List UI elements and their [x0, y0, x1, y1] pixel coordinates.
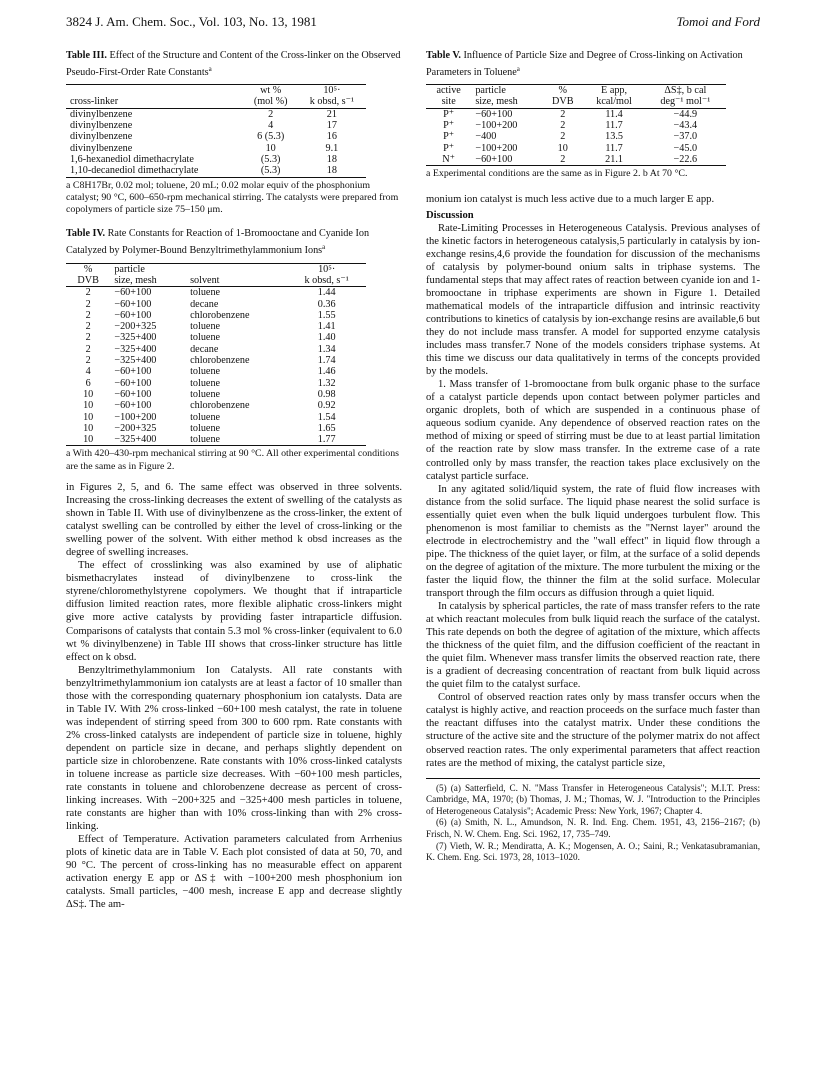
table-cell: −60+100: [471, 154, 542, 166]
table-cell: 10: [66, 434, 110, 446]
table-row: [66, 154, 366, 165]
table-row: [66, 321, 366, 332]
table-cell: 11.7: [605, 142, 623, 154]
table-3-label: Table III.: [66, 50, 107, 61]
table-cell: chlorobenzene: [190, 309, 250, 321]
table-row: [66, 434, 366, 446]
table-cell: −60+100: [114, 366, 152, 378]
table-3-footnote: a C8H17Br, 0.02 mol; toluene, 20 mL; 0.02 molar equiv of the phosphonium catalyst; 90 °C, 600–650-rpm mechanical stirring. The catalysts were prepared from copolymers of particle size 75–150 μm.: [66, 179, 399, 216]
table-cell: 2: [85, 309, 91, 321]
table-row: [66, 332, 366, 343]
table-cell: 1.34: [317, 343, 336, 355]
table-cell: −37.0: [673, 131, 698, 143]
table-5-title: Influence of Particle Size and Degree of Cross-linking on Activation Parameters in Toluene: [426, 50, 743, 78]
table-5-note-mark: a: [516, 64, 520, 73]
table-cell: 2: [560, 120, 566, 132]
table-row: [66, 366, 366, 377]
reference-7: (7) Vieth, W. R.; Mendiratta, A. K.; Mogensen, A. O.; Saini, R.; Venkatasubramanian, K. Chem. Eng. Sci. 1973, 28, 1013–1020.: [426, 840, 760, 863]
table-cell: 6 (5.3): [257, 131, 285, 143]
table-row: [66, 143, 366, 154]
table-row: [66, 389, 366, 400]
t5-header-2: % DVB: [552, 85, 574, 108]
table-cell: chlorobenzene: [190, 400, 250, 412]
left-body-text: [66, 481, 402, 912]
table-row: [66, 400, 366, 411]
table-cell: toluene: [190, 321, 221, 333]
table-cell: −400: [475, 131, 497, 143]
right-paragraph-1: Rate-Limiting Processes in Heterogeneous Catalysis. Previous analyses of the kinetic factors in heterogeneous catalysis,5 particularly in catalysis by ion-exchange resins,4,6 provide the foundation for discussion of the mechanisms of catalysis by polymer-bound onium salts in triphase systems. The fundamental steps that may affect rates of reaction between cyanide ion and 1-bromooctane in triphase experiments are shown in Figure 1. Detailed mathematical models of the intraparticle diffusion and intrinsic reactivity contributions to kinetics of catalysis by ion-exchange resins are available,6 but they do not include mass transfer. A model for supported enzyme catalysis includes mass transfer.7 None of the models considers triphase systems. At this time we discuss our data qualitatively in terms of the concepts provided by the models.: [426, 222, 760, 378]
table-cell: −325+400: [114, 332, 157, 344]
table-cell: P⁺: [443, 120, 455, 132]
table-cell: 2: [85, 321, 91, 333]
table-4-footnote: a With 420–430-rpm mechanical stirring at 90 °C. All other experimental conditions are the same as in Figure 2.: [66, 448, 400, 472]
table-cell: 21.1: [583, 154, 644, 166]
references: [426, 778, 760, 864]
t5-header-0: active site: [436, 85, 461, 108]
t5-header-3: E app, kcal/mol: [596, 85, 632, 108]
discussion-heading: Discussion: [426, 209, 474, 221]
table-cell: −60+100: [475, 108, 513, 120]
table-row: [66, 310, 366, 321]
table-cell: −60+100: [114, 388, 152, 400]
table-row: [426, 108, 726, 120]
table-row: [66, 287, 366, 299]
table-cell: 10: [557, 142, 568, 154]
table-cell: toluene: [190, 388, 221, 400]
table-cell: 1.74: [317, 355, 336, 367]
table-cell: (5.3): [260, 153, 281, 165]
table-cell: chlorobenzene: [190, 355, 250, 367]
table-cell: 2: [85, 343, 91, 355]
table-4-caption: [66, 228, 402, 257]
table-cell: 11.4: [605, 108, 623, 120]
table-cell: 1.65: [317, 422, 336, 434]
table-cell: 1.54: [317, 411, 336, 423]
table-cell: −22.6: [645, 154, 726, 166]
table-row: [66, 378, 366, 389]
table-cell: −100+200: [114, 411, 157, 423]
table-3-caption: [66, 50, 402, 79]
reference-5: (5) (a) Satterfield, C. N. "Mass Transfer in Heterogeneous Catalysis"; M.I.T. Press: Cambridge, MA, 1970; (b) Thomas, J. M.; Thomas, W. J. "Introduction to the Principles of Heterogeneous Catalysis"; Academic Press: New York, 1967; Chapter 4.: [426, 782, 760, 816]
t4-header-2: solvent: [190, 274, 220, 286]
t4-header-0: % DVB: [77, 263, 99, 286]
table-row: [66, 355, 366, 366]
table-cell: toluene: [190, 287, 221, 299]
table-cell: 17: [326, 120, 337, 132]
table-cell: −325+400: [114, 355, 157, 367]
t3-header-2: 10⁵· k obsd, s⁻¹: [309, 85, 355, 108]
table-cell: 2: [560, 131, 566, 143]
running-header: [66, 14, 760, 32]
table-cell: 2: [85, 287, 91, 299]
table-5-footnote: a Experimental conditions are the same as in Figure 2. b At 70 °C.: [426, 168, 688, 180]
reference-6: (6) (a) Smith, N. L., Amundson, N. R. Ind. Eng. Chem. 1951, 43, 2156–2167; (b) Frisch, N. W. Chem. Eng. Sci. 1962, 17, 735–749.: [426, 817, 760, 839]
header-authors: Tomoi and Ford: [676, 14, 760, 29]
table-cell: toluene: [190, 332, 221, 344]
table-cell: 1.40: [317, 332, 336, 344]
table-4-label: Table IV.: [66, 228, 106, 240]
table-cell: decane: [190, 298, 219, 310]
t3-header-0: cross-linker: [70, 96, 119, 108]
table-5-caption: [426, 50, 760, 79]
table-5-label: Table V.: [426, 50, 461, 61]
table-cell: N⁺: [426, 154, 471, 166]
table-cell: −60+100: [114, 287, 152, 299]
t5-header-4: ΔS‡, b cal deg⁻¹ mol⁻¹: [660, 85, 711, 108]
table-row: [66, 423, 366, 434]
table-cell: 11.7: [605, 120, 623, 132]
table-cell: 21: [326, 108, 337, 120]
table-4: [66, 263, 366, 447]
table-cell: 1.55: [317, 309, 336, 321]
table-cell: −325+400: [114, 343, 157, 355]
table-cell: divinylbenzene: [70, 142, 133, 154]
table-cell: 1.41: [317, 321, 336, 333]
table-4-block: [66, 228, 402, 473]
table-cell: P⁺: [443, 108, 455, 120]
table-5: [426, 84, 726, 166]
table-cell: 1.77: [287, 434, 366, 446]
table-cell: 1.32: [317, 377, 336, 389]
table-row: [426, 131, 726, 142]
header-journal-citation: 3824 J. Am. Chem. Soc., Vol. 103, No. 13, 1981: [66, 14, 317, 29]
table-cell: −60+100: [114, 298, 152, 310]
table-cell: −325+400: [110, 434, 186, 446]
table-cell: toluene: [190, 411, 221, 423]
table-cell: divinylbenzene: [70, 131, 133, 143]
table-cell: −45.0: [673, 142, 698, 154]
table-cell: 10: [83, 400, 94, 412]
table-cell: −200+325: [114, 422, 157, 434]
table-cell: −60+100: [114, 400, 152, 412]
table-row: [66, 344, 366, 355]
right-intro-paragraph: monium ion catalyst is much less active due to a much larger E app.: [426, 193, 715, 205]
table-cell: 4: [85, 366, 91, 378]
table-row: [66, 412, 366, 423]
table-cell: 2: [85, 298, 91, 310]
right-body-text: [426, 193, 760, 770]
table-cell: toluene: [190, 377, 221, 389]
table-row: [66, 120, 366, 131]
t4-header-3: 10⁵· k obsd, s⁻¹: [304, 263, 349, 286]
table-cell: 16: [326, 131, 337, 143]
table-cell: 1.44: [317, 287, 336, 299]
table-4-note-mark: a: [322, 243, 326, 252]
table-row: [426, 154, 726, 166]
table-cell: 2: [268, 108, 274, 120]
table-3-block: [66, 50, 402, 216]
table-cell: 2: [85, 355, 91, 367]
table-row: [66, 131, 366, 142]
table-cell: 10: [83, 411, 94, 423]
table-cell: −44.9: [673, 108, 698, 120]
right-paragraph-4: In catalysis by spherical particles, the rate of mass transfer refers to the rate at which reactant molecules from bulk liquid reach the surface of the catalyst. This rate depends on both the degree of agitation of the mixture, which affects the thickness of the quiet film, and the diffusion coefficient of the reactant in the quiet film. Whenever mass transfer limits the observed reaction rate, there is a gradient of decreasing concentration of reactant from bulk liquid across the quiet film to the catalyst surface.: [426, 601, 760, 691]
table-cell: decane: [190, 343, 219, 355]
table-3-note-mark: a: [208, 64, 212, 73]
left-paragraph-2: The effect of crosslinking was also examined by use of aliphatic bismethacrylates instead of divinylbenzene to cross-link the styrene/chloromethylstyrene copolymers. We thought that if intraparticle diffusion limited reaction rates, more flexible aliphatic cross-linkers might give more active catalysts by providing faster intraparticle diffusion. Comparisons of catalysts that contain 5.3 mol % cross-linker (equivalent to 6.0 wt % divinylbenzene) in Table III shows that cross-linker structure has little effect on k obsd.: [66, 560, 402, 663]
table-cell: 10: [83, 422, 94, 434]
table-cell: −200+325: [114, 321, 157, 333]
table-cell: toluene: [190, 366, 221, 378]
table-4-title: Rate Constants for Reaction of 1-Bromooctane and Cyanide Ion Catalyzed by Polymer-Bound Benzyltrimethylammonium Ions: [66, 228, 370, 257]
table-cell: 6: [85, 377, 91, 389]
table-cell: −60+100: [114, 309, 152, 321]
table-5-block: [426, 50, 760, 181]
table-cell: 2: [560, 108, 566, 120]
table-cell: −100+200: [475, 142, 518, 154]
left-column: [66, 50, 402, 912]
table-cell: 10: [83, 388, 94, 400]
table-cell: 18: [298, 165, 366, 177]
table-cell: 1.46: [317, 366, 336, 378]
table-row: [66, 165, 366, 177]
table-cell: toluene: [186, 434, 287, 446]
table-cell: −60+100: [114, 377, 152, 389]
right-paragraph-5: Control of observed reaction rates only by mass transfer occurs when the catalyst is highly active, and reaction proceeds on the surface much faster than the reactant diffuses into the catalyst matrix. Under these conditions the structure of the active site and the structure of the polymer matrix do not affect observed reaction rates. The only experimental parameters that affect reaction rates are the method of mixing, the catalyst particle size,: [426, 692, 760, 769]
right-column: [426, 50, 760, 864]
table-cell: toluene: [190, 422, 221, 434]
table-cell: P⁺: [443, 131, 455, 143]
table-cell: 0.36: [317, 298, 336, 310]
t4-header-1: particle size, mesh: [114, 263, 157, 286]
left-paragraph-1: in Figures 2, 5, and 6. The same effect was observed in three solvents. Increasing the cross-linking decreases the extent of swelling of the catalysts as shown in Table II. With use of divinylbenzene as the cross-linker, the extent of catalyst swelling can be controlled by either the level of cross-linking or the swelling power of the solvent. With either method k obsd increases as the degree of swelling increases.: [66, 481, 402, 559]
table-3-title: Effect of the Structure and Content of the Cross-linker on the Observed Pseudo-First-Order Rate Constants: [66, 50, 401, 78]
table-cell: 0.92: [317, 400, 336, 412]
table-row: [426, 120, 726, 131]
table-cell: (5.3): [244, 165, 298, 177]
table-cell: 4: [268, 120, 274, 132]
table-cell: 9.1: [325, 142, 339, 154]
table-cell: 2: [85, 332, 91, 344]
table-row: [426, 143, 726, 154]
table-cell: divinylbenzene: [70, 108, 133, 120]
left-paragraph-4: Effect of Temperature. Activation parameters calculated from Arrhenius plots of kinetic data are in Table V. Each plot consisted of data at 50, 70, and 90 °C. The percent of cross-linking has no measurable effect on apparent activation energy E app or ΔS‡ with −100+200 mesh phosphonium ion catalysts. Small particles, −400 mesh, increase E app and decrease slightly ΔS‡. The am-: [66, 834, 402, 911]
table-cell: 0.98: [317, 388, 336, 400]
table-cell: P⁺: [443, 142, 455, 154]
left-paragraph-3: Benzyltrimethylammonium Ion Catalysts. All rate constants with benzyltrimethylammonium ion catalysts are at least a factor of 10 smaller than those with the corresponding quaternary phosphonium ion catalysts. Data are in Table IV. With 2% cross-linked −60+100 mesh catalyst, the rate in toluene was independent of stirring speed from 300 to 600 rpm. Rate constants with 2% cross-linked catalysts are independent of particle size in toluene, highly dependent on particle size in decane, and perhaps slightly dependent on particle size in chlorobenzene. Rate constants with 10% cross-linked catalysts in toluene increase as particle size decreases. With −60+100 mesh particles, rate constants in toluene and chlorobenzene decrease as percent of cross-linking increases. With −200+325 and −325+400 mesh particles in toluene, rate constants are higher than with 10% cross-linking than with 2% cross-linking.: [66, 664, 402, 833]
table-3: [66, 84, 366, 177]
right-paragraph-3: In any agitated solid/liquid system, the rate of fluid flow increases with distance from the solid surface. The liquid phase nearest the solid surface is essentially quiet even when the bulk liquid undergoes turbulent flow. This phenomenon is most familiar to chemists as the "Nernst layer" around the electrode in electrochemistry and the "wall effect" in liquid flow through a pipe. The thickness of the quiet layer, or film, at the surface of a solid depends on the degree of agitation of the mixture. The more turbulent the mixing or the faster the liquid flow, the thinner the film at the solid surface. Molecular transport through the film occurs as diffusion through a quiet liquid.: [426, 483, 760, 599]
table-cell: 18: [326, 153, 337, 165]
table-cell: 13.5: [605, 131, 623, 143]
t5-header-1: particle size, mesh: [475, 85, 518, 108]
right-paragraph-2: 1. Mass transfer of 1-bromooctane from bulk organic phase to the surface of a catalyst particle depends upon contact between polymer particles and organic droplets, both of which are suspended in a continuous phase of aqueous sodium cyanide. Any dependence of observed reaction rates on the method of mixing or speed of stirring must be due to at least partial limitation of the reaction rate by slow mass transfer. In the extreme case of a rate controlled only by mass transfer, the reaction takes place exclusively on the catalyst particle surface.: [426, 379, 760, 482]
table-cell: 2: [542, 154, 583, 166]
table-cell: −43.4: [673, 120, 698, 132]
table-row: [66, 108, 366, 120]
table-cell: divinylbenzene: [70, 120, 133, 132]
table-cell: 1,6-hexanediol dimethacrylate: [70, 153, 194, 165]
table-row: [66, 299, 366, 310]
table-cell: 10: [265, 142, 276, 154]
t3-header-1: wt % (mol %): [253, 85, 288, 108]
table-cell: 1,10-decanediol dimethacrylate: [66, 165, 244, 177]
table-cell: −100+200: [475, 120, 518, 132]
